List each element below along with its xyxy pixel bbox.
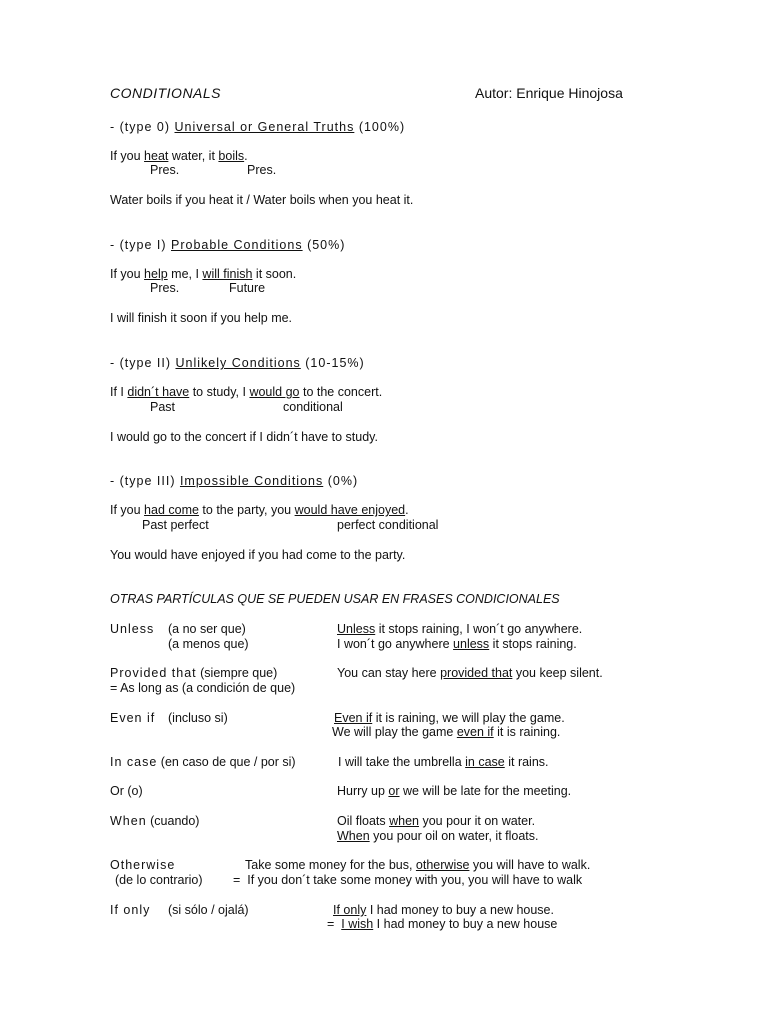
- unless-translation-2: (a menos que): [168, 637, 249, 651]
- provided-equivalent: = As long as (a condición de que): [110, 681, 296, 695]
- or-label: Or (o): [110, 784, 143, 798]
- provided-label: Provided that (siempre que): [110, 666, 278, 680]
- evenif-label: Even if: [110, 711, 156, 725]
- unless-example-2: I won´t go anywhere unless it stops raining.: [337, 637, 577, 651]
- type1-alt: I will finish it soon if you help me.: [110, 311, 293, 325]
- type3-tag-1: Past perfect: [142, 518, 209, 532]
- ifonly-example-2: = I wish I had money to buy a new house: [327, 917, 558, 931]
- type0-alt: Water boils if you heat it / Water boils when you heat it.: [110, 193, 414, 207]
- ifonly-label: If only: [110, 903, 151, 917]
- ifonly-translation: (si sólo / ojalá): [168, 903, 249, 917]
- type1-tag-1: Pres.: [150, 281, 180, 295]
- otherwise-translation: (de lo contrario): [115, 873, 203, 887]
- or-example: Hurry up or we will be late for the meeting.: [337, 784, 572, 798]
- when-example-1: Oil floats when you pour it on water.: [337, 814, 536, 828]
- ifonly-example-1: If only I had money to buy a new house.: [333, 903, 554, 917]
- evenif-example-2: We will play the game even if it is raining.: [332, 725, 561, 739]
- incase-label: In case (en caso de que / por si): [110, 755, 296, 769]
- unless-label: Unless: [110, 622, 155, 636]
- type2-example: If I didn´t have to study, I would go to the concert.: [110, 385, 383, 399]
- otherwise-example-1: Take some money for the bus, otherwise you will have to walk.: [245, 858, 591, 872]
- type2-tag-2: conditional: [283, 400, 343, 414]
- page-title: CONDITIONALS: [110, 85, 222, 101]
- type0-tag-2: Pres.: [247, 163, 277, 177]
- type2-tag-1: Past: [150, 400, 176, 414]
- type2-heading: - (type II) Unlikely Conditions (10-15%): [110, 356, 365, 370]
- provided-example: You can stay here provided that you keep silent.: [337, 666, 603, 680]
- otherwise-label: Otherwise: [110, 858, 176, 872]
- others-heading: OTRAS PARTÍCULAS QUE SE PUEDEN USAR EN FRASES CONDICIONALES: [110, 592, 560, 606]
- type2-alt: I would go to the concert if I didn´t have to study.: [110, 430, 378, 444]
- when-example-2: When you pour oil on water, it floats.: [337, 829, 539, 843]
- when-label: When (cuando): [110, 814, 200, 828]
- type3-heading: - (type III) Impossible Conditions (0%): [110, 474, 359, 488]
- unless-example-1: Unless it stops raining, I won´t go anywhere.: [337, 622, 583, 636]
- evenif-example-1: Even if it is raining, we will play the game.: [334, 711, 565, 725]
- evenif-translation: (incluso si): [168, 711, 228, 725]
- otherwise-example-2: = If you don´t take some money with you, you will have to walk: [233, 873, 583, 887]
- type3-example: If you had come to the party, you would have enjoyed.: [110, 503, 409, 517]
- type1-example: If you help me, I will finish it soon.: [110, 267, 297, 281]
- type3-tag-2: perfect conditional: [337, 518, 439, 532]
- type1-tag-2: Future: [229, 281, 266, 295]
- type1-heading: - (type I) Probable Conditions (50%): [110, 238, 346, 252]
- type3-alt: You would have enjoyed if you had come to the party.: [110, 548, 406, 562]
- type0-example: If you heat water, it boils.: [110, 149, 248, 163]
- type0-heading: - (type 0) Universal or General Truths (100%): [110, 120, 406, 134]
- unless-translation-1: (a no ser que): [168, 622, 246, 636]
- author-line: Autor: Enrique Hinojosa: [475, 85, 623, 101]
- type0-tag-1: Pres.: [150, 163, 180, 177]
- incase-example: I will take the umbrella in case it rains.: [338, 755, 549, 769]
